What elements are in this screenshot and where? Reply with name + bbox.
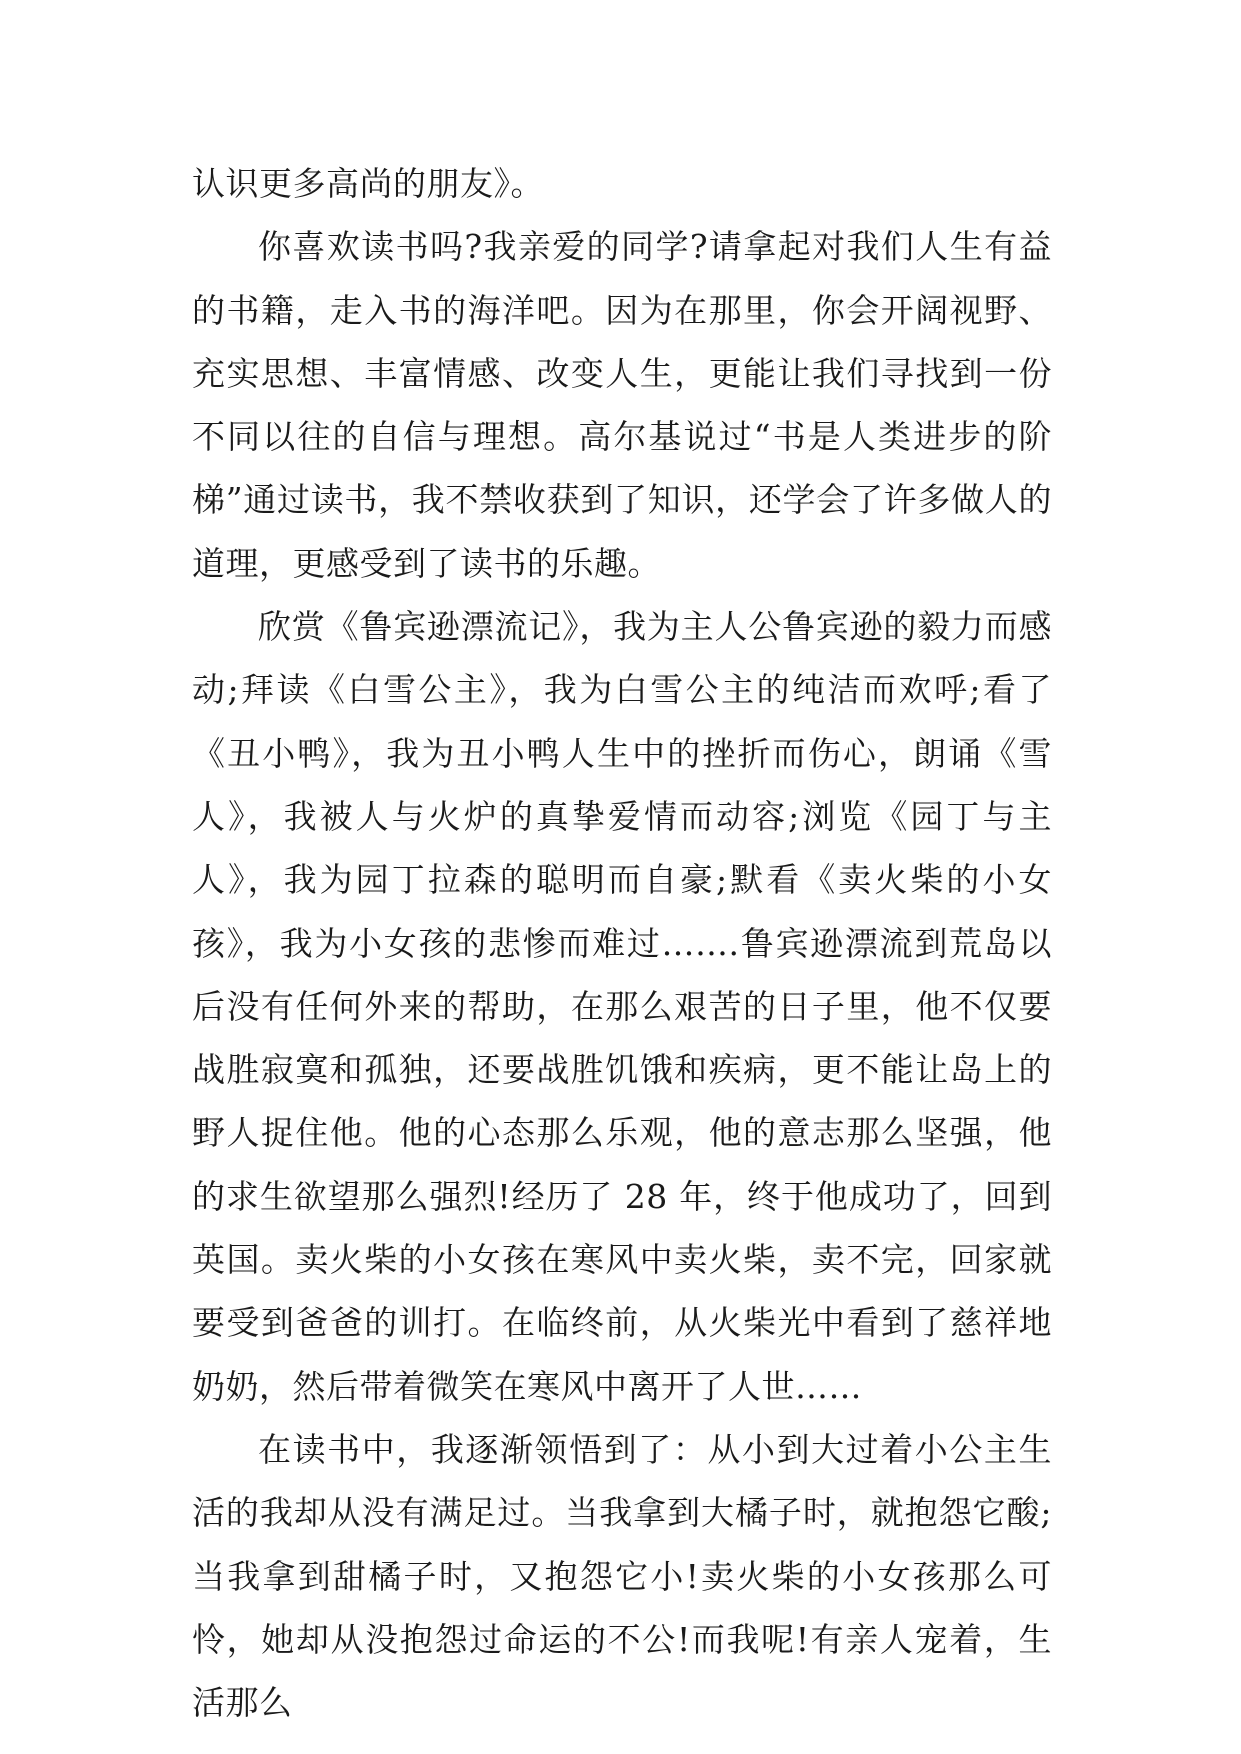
paragraph-continuation: 认识更多高尚的朋友》。 bbox=[192, 164, 544, 203]
paragraph-reflection: 在读书中，我逐渐领悟到了：从小到大过着小公主生活的我却从没有满足过。当我拿到大橘子时，就抱怨它酸;当我拿到甜橘子时，又抱怨它小!卖火柴的小女孩那么可怜，她却从没抱怨过命运的不公!而我呢!有亲人宠着，生活那么 bbox=[192, 1429, 1052, 1723]
body-text bbox=[192, 152, 1052, 1734]
paragraph-book-appreciation: 欣赏《鲁宾逊漂流记》，我为主人公鲁宾逊的毅力而感动;拜读《白雪公主》，我为白雪公主的纯洁而欢呼;看了《丑小鸭》，我为丑小鸭人生中的挫折而伤心，朗诵《雪人》，我被人与火炉的真挚爱情而动容;浏览《园丁与主人》，我为园丁拉森的聪明而自豪;默看《卖火柴的小女孩》，我为小女孩的悲惨而难过…….鲁宾逊漂流到荒岛以后没有任何外来的帮助，在那么艰苦的日子里，他不仅要战胜寂寞和孤独，还要战胜饥饿和疾病，更不能让岛上的野人捉住他。他的心态那么乐观，他的意志那么坚强，他的求生欲望那么强烈!经历了 28 年，终于他成功了，回到英国。卖火柴的小女孩在寒风中卖火柴，卖不完，回家就要受到爸爸的训打。在临终前，从火柴光中看到了慈祥地奶奶，然后带着微笑在寒风中离开了人世…… bbox=[192, 607, 1052, 1406]
paragraph-reading-invitation: 你喜欢读书吗?我亲爱的同学?请拿起对我们人生有益的书籍，走入书的海洋吧。因为在那里，你会开阔视野、充实思想、丰富情感、改变人生，更能让我们寻找到一份不同以往的自信与理想。高尔基说过“书是人类进步的阶梯”通过读书，我不禁收获到了知识，还学会了许多做人的道理，更感受到了读书的乐趣。 bbox=[192, 227, 1052, 583]
